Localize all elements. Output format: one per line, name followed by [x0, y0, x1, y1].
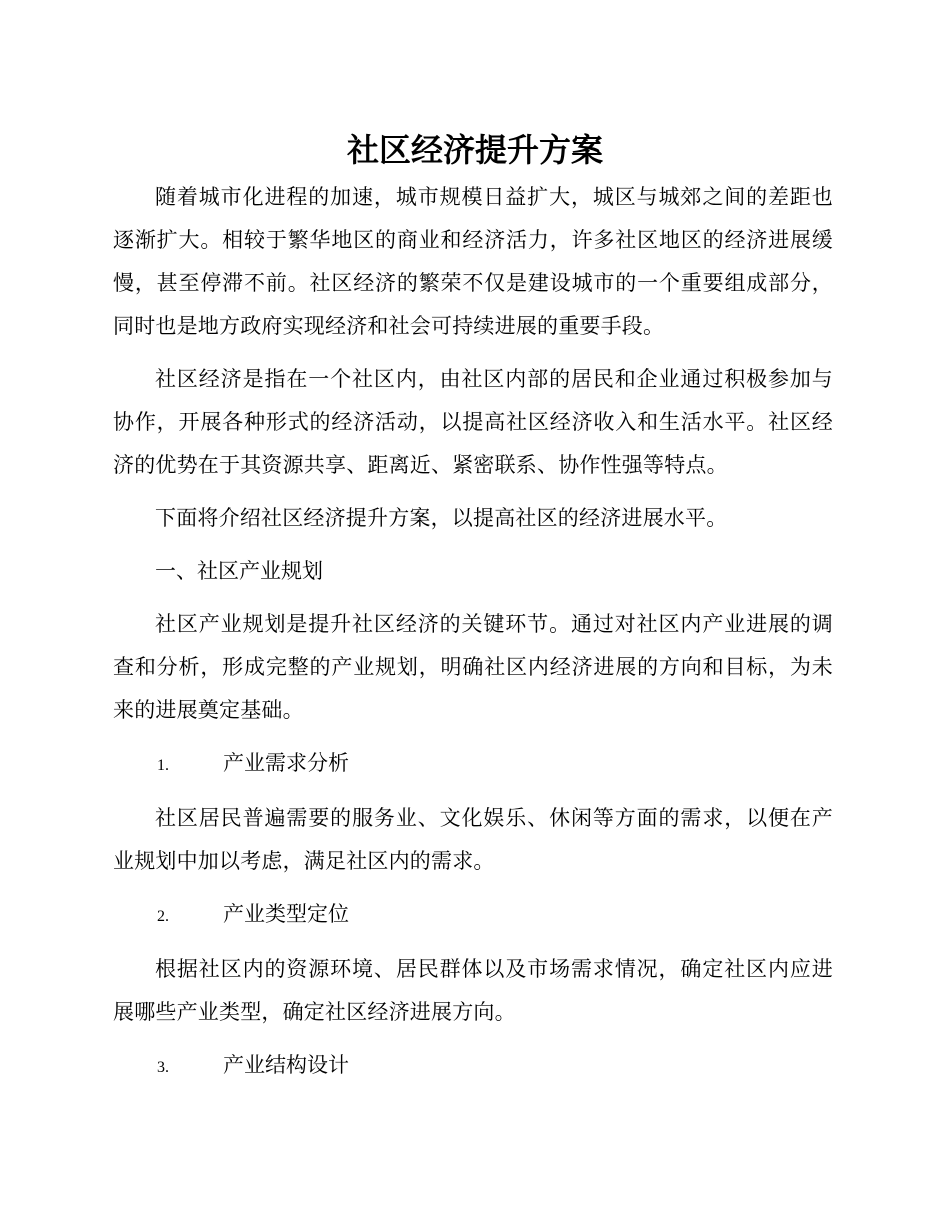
section-heading: 一、社区产业规划 — [155, 559, 323, 583]
item-number: 3. — [157, 1059, 169, 1076]
item-number: 2. — [157, 908, 169, 925]
item-label: 产业需求分析 — [223, 751, 349, 775]
item-number: 1. — [157, 757, 169, 774]
document-title: 社区经济提升方案 — [346, 131, 603, 169]
item-label: 产业结构设计 — [223, 1053, 349, 1077]
definition-paragraph: 社区经济是指在一个社区内，由社区内部的居民和企业通过积极参加与协作，开展各种形式的经济活动，以提高社区经济收入和生活水平。社区经济的优势在于其资源共享、距离近、紧密联系、协作性强等特点。 — [113, 367, 833, 477]
overview-paragraph: 下面将介绍社区经济提升方案，以提高社区的经济进展水平。 — [155, 506, 728, 530]
section-paragraph: 社区产业规划是提升社区经济的关键环节。通过对社区内产业进展的调查和分析，形成完整的产业规划，明确社区内经济进展的方向和目标，为未来的进展奠定基础。 — [113, 612, 833, 722]
item-paragraph: 社区居民普遍需要的服务业、文化娱乐、休闲等方面的需求，以便在产业规划中加以考虑，满足社区内的需求。 — [113, 806, 833, 873]
numbered-item — [113, 742, 833, 787]
item-label: 产业类型定位 — [223, 902, 349, 926]
document-body — [113, 176, 833, 1099]
item-paragraph: 根据社区内的资源环境、居民群体以及市场需求情况，确定社区内应进展哪些产业类型，确定社区经济进展方向。 — [113, 957, 833, 1024]
intro-paragraph: 随着城市化进程的加速，城市规模日益扩大，城区与城郊之间的差距也逐渐扩大。相较于繁华地区的商业和经济活力，许多社区地区的经济进展缓慢，甚至停滞不前。社区经济的繁荣不仅是建设城市的一个重要组成部分，同时也是地方政府实现经济和社会可持续进展的重要手段。 — [113, 185, 833, 338]
numbered-item — [113, 1044, 833, 1089]
numbered-item — [113, 893, 833, 938]
